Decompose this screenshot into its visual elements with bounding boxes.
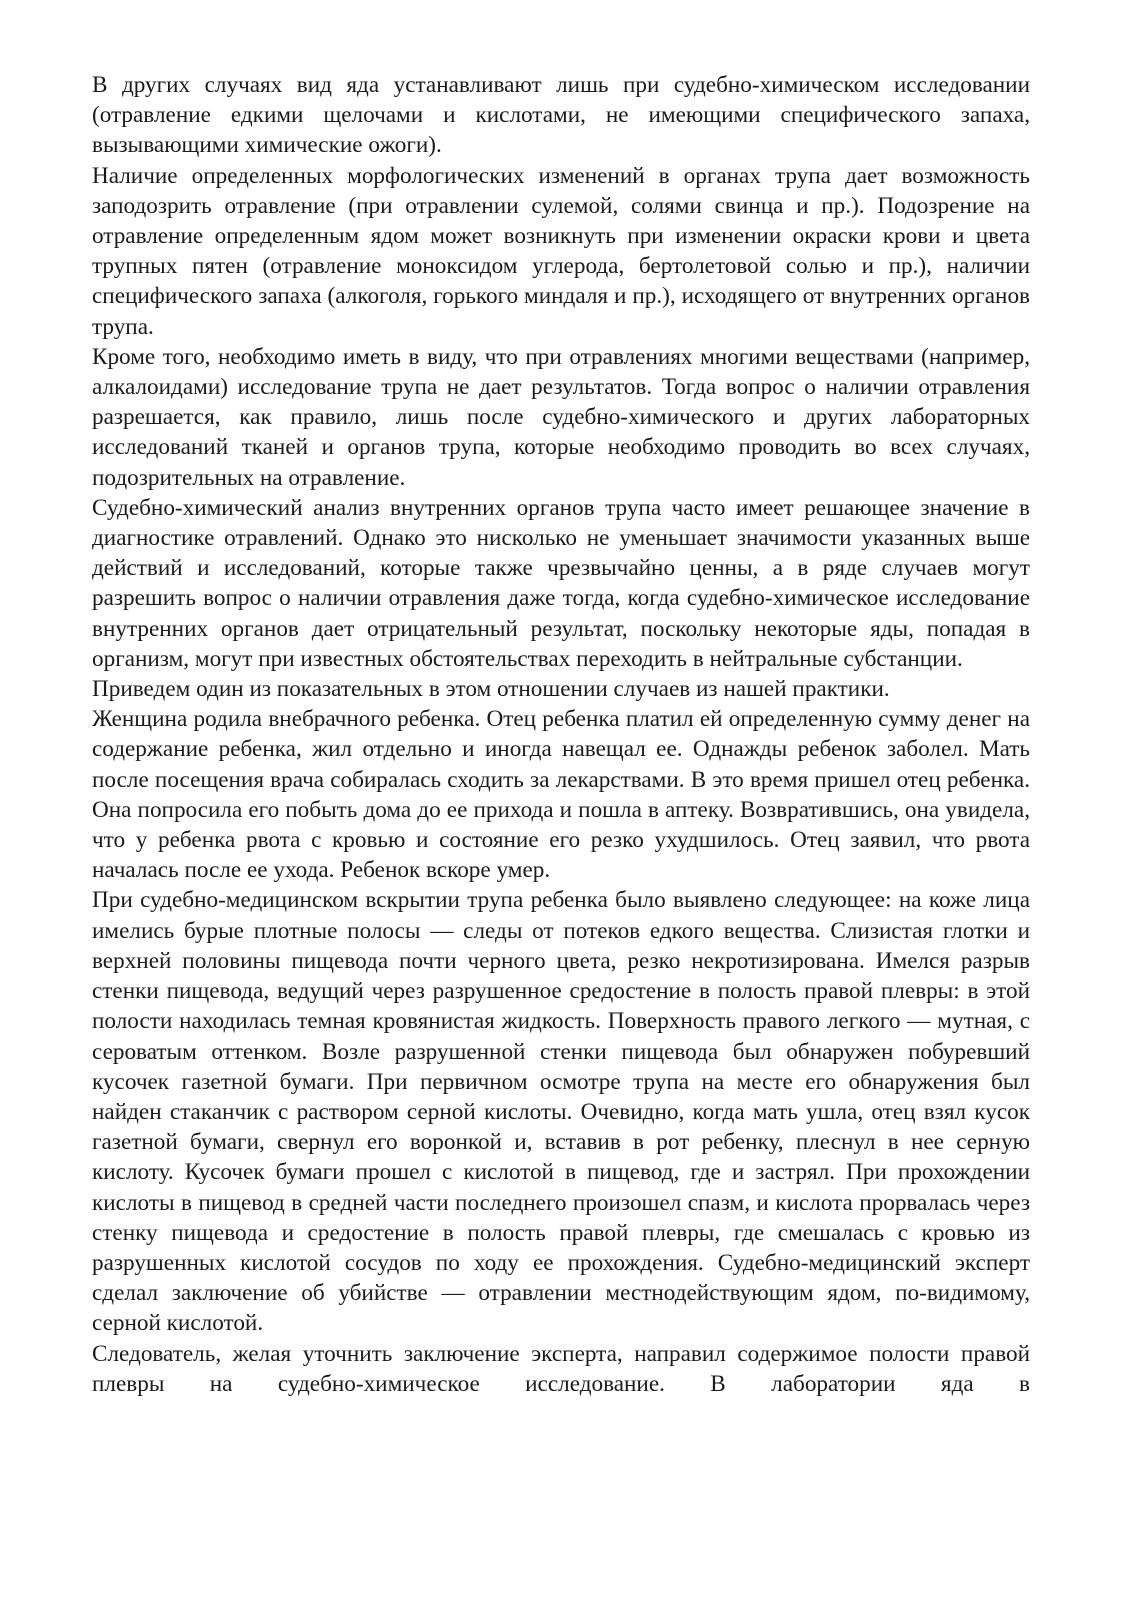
paragraph-case-story: Женщина родила внебрачного ребенка. Отец ребенка платил ей определенную сумму денег на содержание ребенка, жил отдельно и иногда навещал ее. Однажды ребенок заболел. Мать после посещения врача собиралась сходить за лекарствами. В это время пришел отец ребенка. Она попросила его побыть дома до ее прихода и пошла в аптеку. Возвратившись, она увидела, что у ребенка рвота с кровью и состояние его резко ухудшилось. Отец заявил, что рвота началась после ее ухода. Ребенок вскоре умер. [92, 706, 1030, 884]
document-page [92, 70, 1030, 1399]
paragraph-autopsy-findings: При судебно-медицинском вскрытии трупа ребенка было выявлено следующее: на коже лица имелись бурые плотные полосы — следы от потеков едкого вещества. Слизистая глотки и верхней половины пищевода почти черного цвета, резко некротизирована. Имелся разрыв стенки пищевода, ведущий через разрушенное средостение в полость правой плевры: в этой полости находилась темная кровянистая жидкость. Поверхность правого легкого — мутная, с сероватым оттенком. Возле разрушенной стенки пищевода был обнаружен побуревший кусочек газетной бумаги. При первичном осмотре трупа на месте его обнаружения был найден стаканчик с раствором серной кислоты. Очевидно, когда мать ушла, отец взял кусок газетной бумаги, свернул его воронкой и, вставив в рот ребенку, плеснул в нее серную кислоту. Кусочек бумаги прошел с кислотой в пищевод, где и застрял. При прохождении кислоты в пищевод в средней части последнего произошел спазм, и кислота прорвалась через стенку пищевода и средостение в полость правой плевры, где смешалась с кровью из разрушенных кислотой сосудов по ходу ее прохождения. Судебно-медицинский эксперт сделал заключение об убийстве — отравлении местнодействующим ядом, по-видимому, серной кислотой. [92, 887, 1030, 1337]
paragraph-chemical-analysis: Судебно-химический анализ внутренних органов трупа часто имеет решающее значение в диагностике отравлений. Однако это нисколько не уменьшает значимости указанных выше действий и исследований, которые также чрезвычайно ценны, а в ряде случаев могут разрешить вопрос о наличии отравления даже тогда, когда судебно-химическое исследование внутренних органов дает отрицательный результат, поскольку некоторые яды, попадая в организм, могут при известных обстоятельствах переходить в нейтральные субстанции. [92, 494, 1030, 672]
paragraph-investigator: Следователь, желая уточнить заключение эксперта, направил содержимое полости правой плевры на судебно-химическое исследование. В лаборатории яда в [92, 1340, 1030, 1397]
paragraph-alkaloids: Кроме того, необходимо иметь в виду, что при отравлениях многими веществами (например, алкалоидами) исследование трупа не дает результатов. Тогда вопрос о наличии отравления разрешается, как правило, лишь после судебно-химического и других лабораторных исследований тканей и органов трупа, которые необходимо проводить во всех случаях, подозрительных на отравление. [92, 343, 1030, 491]
paragraph-poison-identification: В других случаях вид яда устанавливают лишь при судебно-химическом исследовании (отравление едкими щелочами и кислотами, не имеющими специфического запаха, вызывающими химические ожоги). [92, 72, 1030, 159]
paragraph-morphological-changes: Наличие определенных морфологических изменений в органах трупа дает возможность заподозрить отравление (при отравлении сулемой, солями свинца и пр.). Подозрение на отравление определенным ядом может возникнуть при изменении окраски крови и цвета трупных пятен (отравление моноксидом углерода, бертолетовой солью и пр.), наличии специфического запаха (алкоголя, горького миндаля и пр.), исходящего от внутренних органов трупа. [92, 162, 1030, 340]
paragraph-case-intro: Приведем один из показательных в этом отношении случаев из нашей практики. [92, 676, 890, 703]
